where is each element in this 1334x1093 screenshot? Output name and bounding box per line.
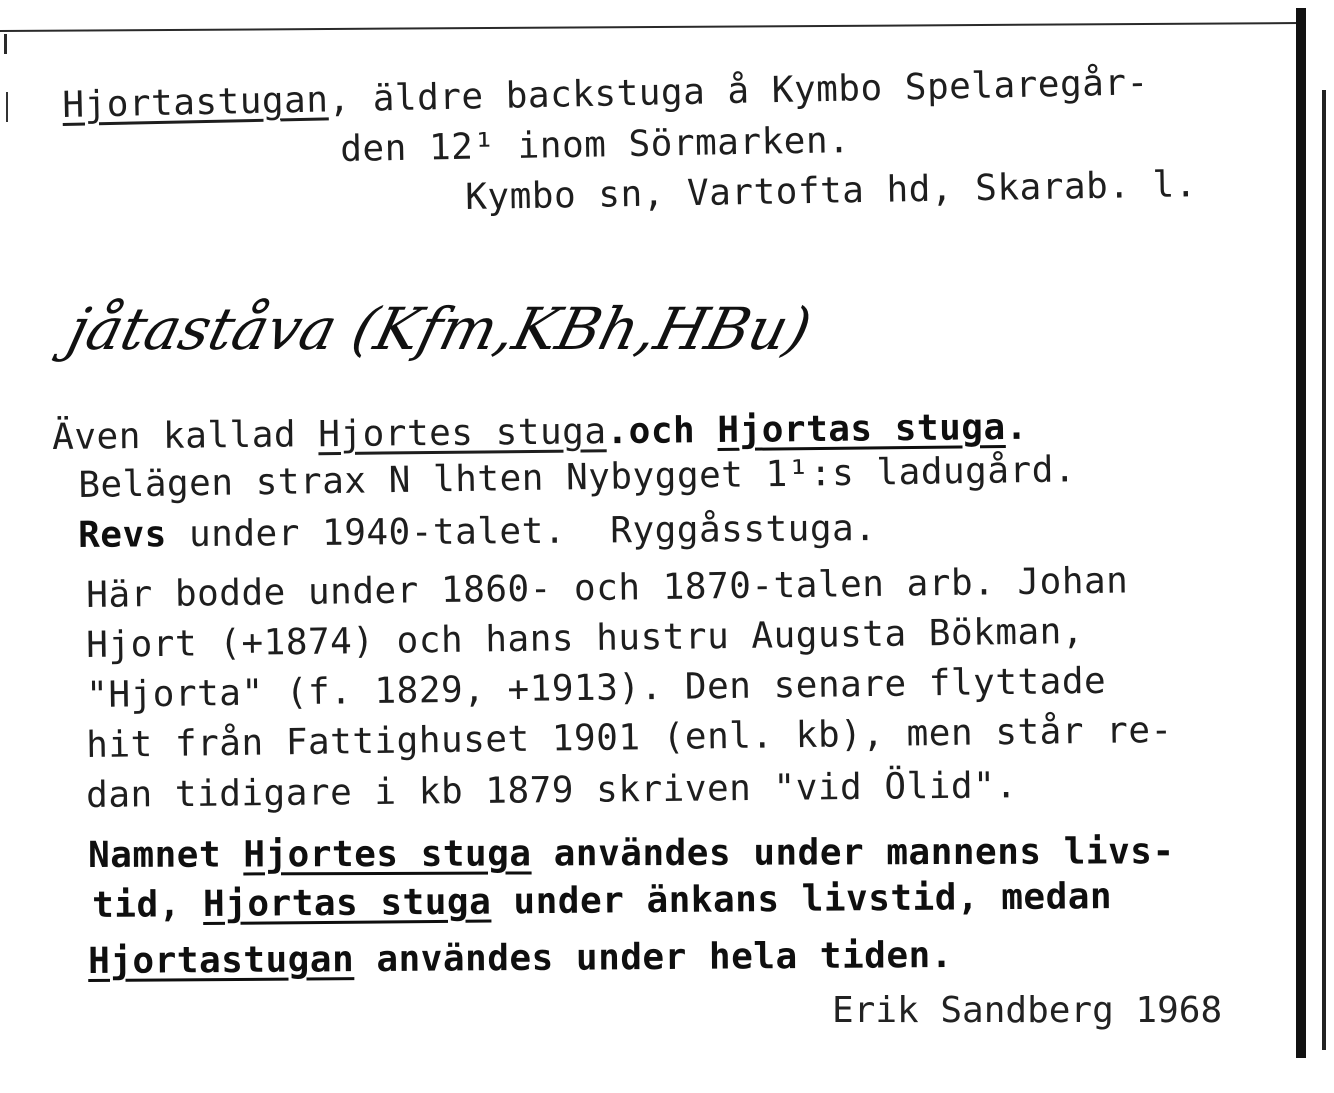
body-line-2: Belägen strax N lhten Nybygget 1¹:s ladugård. [77,449,1077,506]
heading-line-3: Kymbo sn, Vartofta hd, Skarab. l. [464,164,1198,218]
para3-name-hjortas-stuga: Hjortas stuga [202,881,492,926]
para2-line-2: Hjort (+1874) och hans hustru Augusta Bökman, [85,611,1085,666]
para3-line-2-b: under änkans livstid, medan [491,876,1113,923]
alt-name-hjortes-stuga: Hjortes stuga [318,411,607,456]
card-right-edge [1296,8,1306,1058]
heading-line-1-rest: , äldre backstuga å Kymbo Spelaregår- [327,62,1150,121]
para3-line-2 [91,876,1113,926]
body-line-3-rest: under 1940-talet. Ryggåsstuga. [166,508,877,556]
body-line-1 [51,406,1029,458]
signature: Erik Sandberg 1968 [832,990,1223,1031]
para3-line-3-b: användes under hela tiden. [354,934,954,981]
handwritten-pronunciation: jåtaståva (Kfm,KBh,HBu) [61,295,819,363]
card-top-edge [0,22,1300,32]
body-line-1-prefix: Även kallad [51,414,319,458]
para2-line-5: dan tidigare i kb 1879 skriven "vid Ölid". [85,765,1018,816]
body-line-3 [77,508,877,556]
para3-name-hjortastugan: Hjortastugan [87,939,355,982]
para3-line-1-a: Namnet [87,834,244,876]
card-corner-mark [4,34,7,54]
heading-line-1 [61,62,1150,126]
para3-line-3 [87,934,954,982]
para2-line-4: hit från Fattighuset 1901 (enl. kb), men står re- [85,709,1173,766]
para3-line-1-b: användes under mannens livs- [531,831,1175,875]
heading-line-2: den 12¹ inom Sörmarken. [339,120,851,170]
para2-line-3: "Hjorta" (f. 1829, +1913). Den senare flyttade [85,660,1107,716]
alt-name-hjortas-stuga: Hjortas stuga [717,407,1006,452]
card-right-edge-shadow [1322,90,1326,1050]
para3-line-1 [87,831,1175,876]
para3-line-2-a: tid, [91,884,204,926]
heading-place-name: Hjortastugan [61,79,329,126]
body-line-3-bold: Revs [77,514,168,556]
card-left-mark [6,92,8,122]
para2-line-1: Här bodde under 1860- och 1870-talen arb. Johan [85,560,1129,616]
body-line-1-end: . [1005,406,1029,449]
body-line-1-mid: .och [606,410,718,453]
para3-name-hjortes-stuga: Hjortes stuga [243,833,532,876]
